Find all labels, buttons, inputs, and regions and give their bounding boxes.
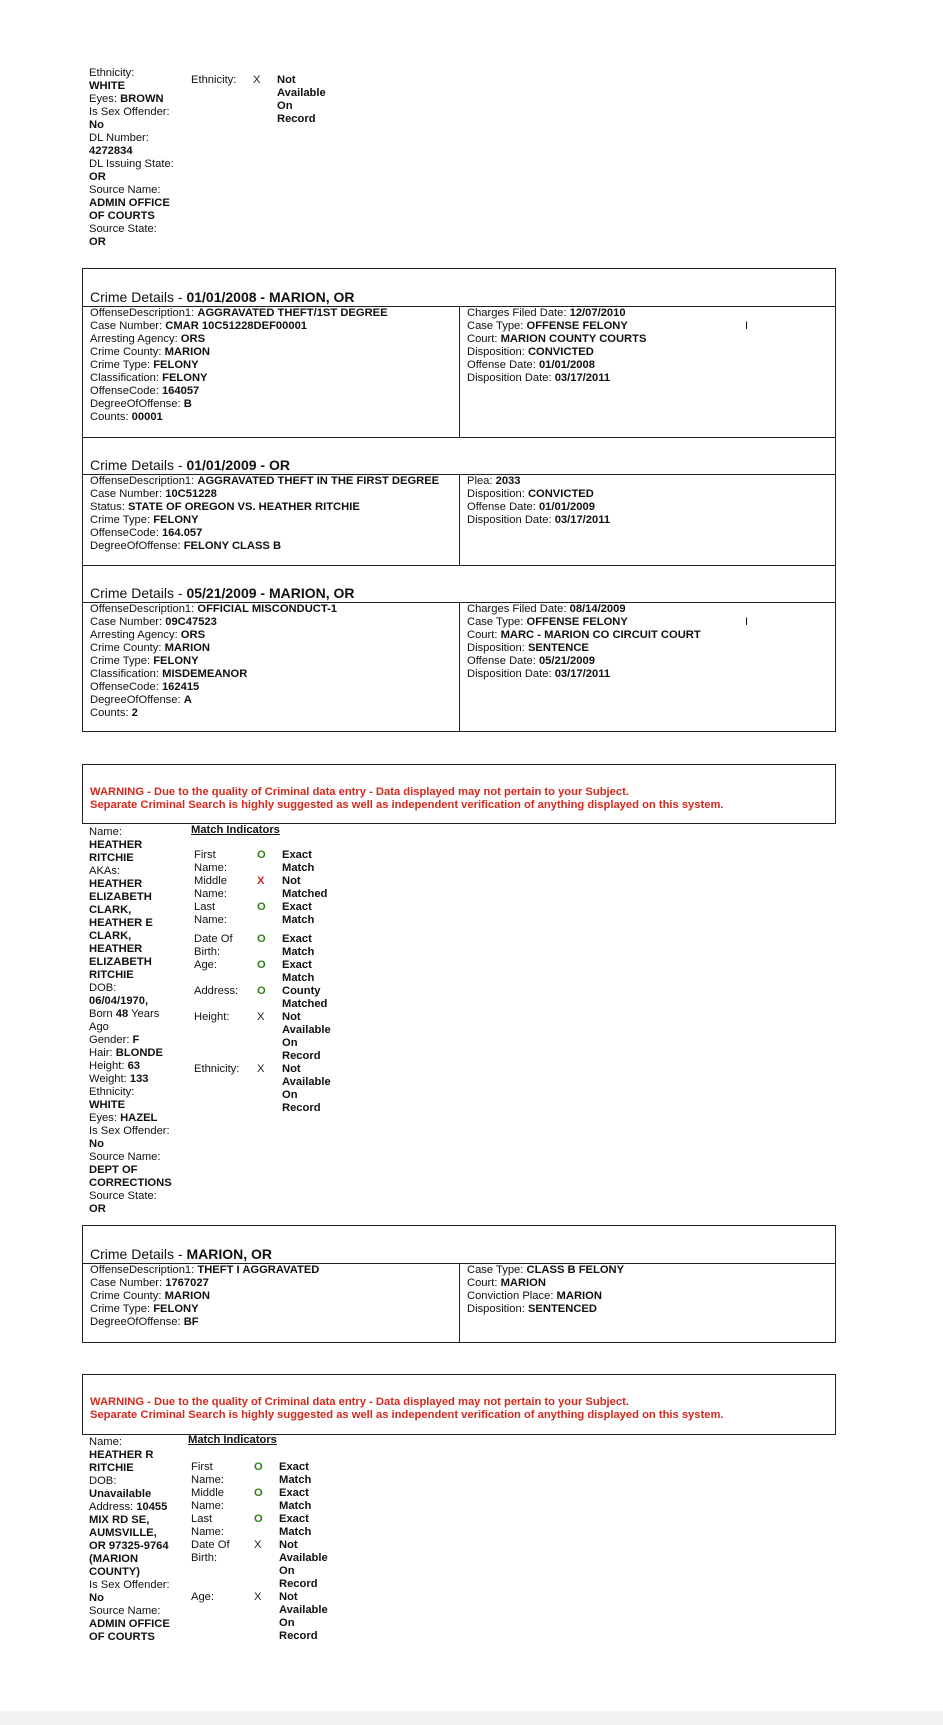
subject-record-details: Name: HEATHER RITCHIE AKAs: HEATHER ELIZABETH CLARK, HEATHER E CLARK, HEATHER ELIZABETH RITCHIE DOB: 06/04/1970, Born 48 Years Ago Gender: F Hair: BLONDE Height: 63 Weight: 133 Ethnicity: WHITE Eyes: HAZEL Is Sex Offender: No Source Name: DEPT OF CORRECTIONS Source State: OR [89, 826, 181, 1216]
dob-value: 06/04/1970, [89, 995, 149, 1007]
top-source-state-label: Source State: [89, 223, 157, 235]
crime-left-column: OffenseDescription1: THEFT I AGGRAVATED Case Number: 1767027 Crime County: MARION Crime Type: FELONY DegreeOfOffense: BF [90, 1264, 320, 1328]
source-name-value: ADMIN OFFICE OF COURTS [89, 1618, 170, 1643]
crime-left-column: OffenseDescription1: AGGRAVATED THEFT IN THE FIRST DEGREE Case Number: 10C51228 Status: STATE OF OREGON VS. HEATHER RITCHIE Crime Type: FELONY OffenseCode: 164.057 DegreeOfOffense: FELONY CLASS B [90, 475, 440, 552]
top-dl-state-label: DL Issuing State: [89, 158, 174, 170]
crime-details-heading: Crime Details - MARION, OR [90, 1246, 273, 1262]
top-ethnicity-label: Ethnicity: [89, 67, 135, 79]
source-name-label: Source Name: [89, 1605, 161, 1617]
sex-offender-value: No [89, 1592, 104, 1604]
match-row: Last Name: O Exact Match [194, 901, 315, 926]
x-mark-icon: X [257, 1063, 265, 1075]
top-eyes-value: BROWN [120, 93, 164, 105]
akas-label: AKAs: [89, 865, 121, 877]
o-mark-icon: O [257, 901, 266, 913]
address-label: Address: [89, 1501, 137, 1513]
warning-line-1: WARNING - Due to the quality of Criminal data entry - Data displayed may not pertain to your Subject. [90, 1396, 629, 1408]
top-dl-number-value: 4272834 [89, 145, 133, 157]
dob-label: DOB: [89, 1475, 117, 1487]
indicator-key: Ethnicity: [191, 74, 237, 86]
match-row: First Name: O Exact Match [194, 849, 315, 874]
match-row: Date Of Birth: O Exact Match [194, 933, 315, 958]
top-dl-state-value: OR [89, 171, 106, 183]
match-row: Height: X Not Available On Record [194, 1011, 331, 1062]
crime-right-column: Plea: 2033 Disposition: CONVICTED Offense Date: 01/01/2009 Disposition Date: 03/17/2011 [467, 475, 611, 526]
x-mark-icon: X [254, 1539, 262, 1551]
top-ethnicity-indicator [191, 74, 341, 130]
match-indicators-heading: Match Indicators [188, 1434, 277, 1446]
warning-box [82, 1374, 836, 1435]
crime-right-column: Case Type: CLASS B FELONY Court: MARION Conviction Place: MARION Disposition: SENTENCED [467, 1264, 625, 1315]
crime-details-heading: Crime Details - 01/01/2009 - OR [90, 457, 290, 473]
x-mark-icon: X [257, 1011, 265, 1023]
x-mark-icon: X [254, 1591, 262, 1603]
o-mark-icon: O [254, 1513, 263, 1525]
match-row: Age: X Not Available On Record [191, 1591, 328, 1642]
o-mark-icon: O [257, 933, 266, 945]
crime-left-column: OffenseDescription1: OFFICIAL MISCONDUCT-1 Case Number: 09C47523 Arresting Agency: ORS Crime County: MARION Crime Type: FELONY Classification: MISDEMEANOR OffenseCode: 162415 DegreeOfOffense: A Counts: 2 [90, 603, 338, 719]
sex-offender-label: Is Sex Offender: [89, 1579, 170, 1591]
match-indicators-table [191, 1461, 351, 1641]
top-source-name-label: Source Name: [89, 184, 161, 196]
top-eyes-label: Eyes: [89, 93, 121, 105]
subject-record-details [89, 1436, 175, 1644]
o-mark-icon: O [254, 1487, 263, 1499]
crime-details-heading: Crime Details - 01/01/2008 - MARION, OR [90, 289, 355, 305]
x-mark-icon: X [257, 875, 265, 887]
name-label: Name: [89, 1436, 122, 1448]
top-dl-number-label: DL Number: [89, 132, 149, 144]
warning-box [82, 764, 836, 824]
match-row: Address: O County Matched [194, 985, 328, 1010]
crime-details-heading: Crime Details - 05/21/2009 - MARION, OR [90, 585, 355, 601]
warning-line-2: Separate Criminal Search is highly suggested as well as independent verification of anything displayed on this system. [90, 799, 724, 811]
match-indicators-table [194, 849, 354, 1119]
page-bottom-edge [0, 1711, 943, 1725]
o-mark-icon: O [254, 1461, 263, 1473]
pipe-mark: I [745, 320, 749, 332]
crime-right-column: Charges Filed Date: 12/07/2010 Case Type: OFFENSE FELONY Court: MARION COUNTY COURTS Disposition: CONVICTED Offense Date: 01/01/2008 Disposition Date: 03/17/2011 [467, 307, 647, 384]
match-row: Middle Name: O Exact Match [191, 1487, 312, 1512]
match-indicators-heading: Match Indicators [191, 824, 280, 836]
crime-details-box [82, 437, 836, 566]
dob-value: Unavailable [89, 1488, 152, 1500]
crime-details-box [82, 565, 836, 732]
match-row: Middle Name: X Not Matched [194, 875, 328, 900]
match-row: Last Name: O Exact Match [191, 1513, 312, 1538]
address-value: 10455 MIX RD SE, AUMSVILLE, OR 97325-9764 (MARION COUNTY) [89, 1501, 169, 1578]
top-source-name-value: ADMIN OFFICE OF COURTS [89, 197, 170, 222]
name-label: Name: [89, 826, 122, 838]
o-mark-icon: O [257, 849, 266, 861]
indicator-value: Not Available On Record [277, 74, 326, 125]
warning-line-2: Separate Criminal Search is highly suggested as well as independent verification of anything displayed on this system. [90, 1409, 724, 1421]
match-row: Date Of Birth: X Not Available On Record [191, 1539, 328, 1590]
warning-line-1: WARNING - Due to the quality of Criminal data entry - Data displayed may not pertain to your Subject. [90, 786, 629, 798]
name-value: HEATHER RITCHIE [89, 839, 143, 864]
o-mark-icon: O [257, 985, 266, 997]
crime-left-column: OffenseDescription1: AGGRAVATED THEFT/1ST DEGREE Case Number: CMAR 10C51228DEF00001 Arresting Agency: ORS Crime County: MARION Crime Type: FELONY Classification: FELONY OffenseCode: 164057 DegreeOfOffense: B Counts: 00001 [90, 307, 388, 423]
match-row: Age: O Exact Match [194, 959, 315, 984]
akas-value: HEATHER ELIZABETH CLARK, HEATHER E CLARK, HEATHER ELIZABETH RITCHIE [89, 878, 153, 981]
top-ethnicity-value: WHITE [89, 80, 126, 92]
top-record-details [89, 67, 181, 249]
o-mark-icon: O [257, 959, 266, 971]
match-row: First Name: O Exact Match [191, 1461, 312, 1486]
x-mark-icon: X [253, 74, 261, 86]
dob-label: DOB: [89, 982, 117, 994]
top-sex-offender-label: Is Sex Offender: [89, 106, 170, 118]
pipe-mark: I [745, 616, 749, 628]
match-row: Ethnicity: X Not Available On Record [194, 1063, 331, 1114]
top-source-state-value: OR [89, 236, 106, 248]
name-value: HEATHER R RITCHIE [89, 1449, 154, 1474]
crime-details-box [82, 1225, 836, 1343]
top-sex-offender-value: No [89, 119, 104, 131]
crime-right-column: Charges Filed Date: 08/14/2009 Case Type: OFFENSE FELONY Court: MARC - MARION CO CIRCUIT COURT Disposition: SENTENCE Offense Date: 05/21/2009 Disposition Date: 03/17/2011 [467, 603, 701, 680]
crime-details-box [82, 268, 836, 438]
